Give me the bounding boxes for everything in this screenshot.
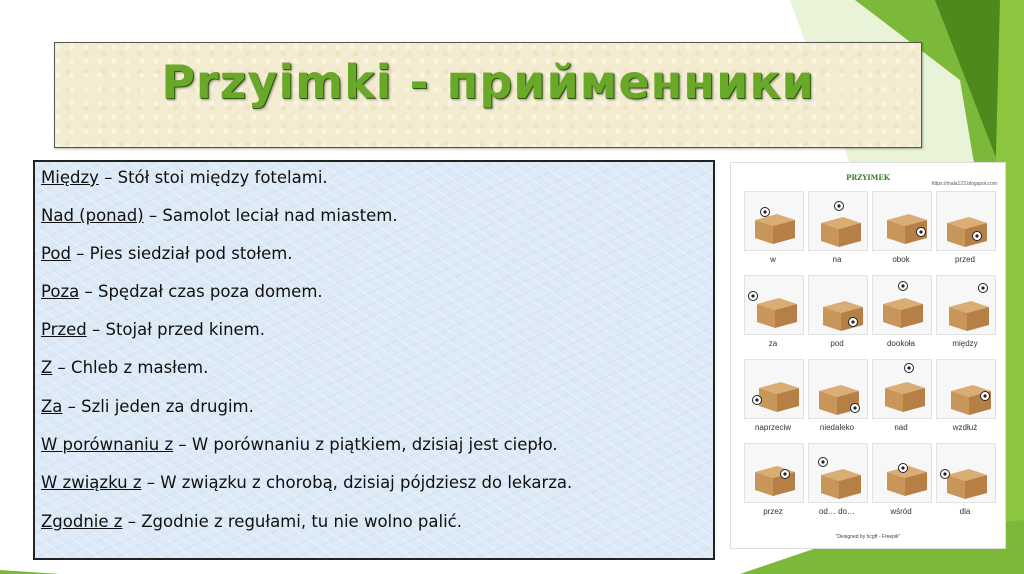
preposition-card-label: od… do…: [818, 507, 856, 516]
example-line: [41, 435, 558, 454]
box-and-ball-icon: [872, 443, 932, 503]
preposition-card: [807, 443, 867, 521]
preposition-card: [807, 275, 867, 353]
preposition-card: [743, 191, 803, 269]
example-line: [41, 473, 572, 492]
preposition-term: Nad (ponad): [41, 206, 144, 225]
preposition-card-label: przez: [763, 507, 783, 516]
preposition-card: [935, 359, 995, 437]
preposition-card-label: dookoła: [886, 339, 916, 348]
example-line: [41, 320, 265, 339]
preposition-card: [871, 359, 931, 437]
preposition-card-label: dla: [959, 507, 971, 516]
preposition-card-label: w: [770, 255, 776, 264]
preposition-card-label: obok: [892, 255, 910, 264]
preposition-term: Z: [41, 358, 53, 377]
preposition-card-label: wśród: [890, 507, 912, 516]
example-line: [41, 168, 328, 187]
example-line: [41, 282, 323, 301]
example-line: [41, 512, 462, 531]
box-and-ball-icon: [936, 443, 996, 503]
example-line: [41, 244, 293, 263]
example-sentence: – Spędzał czas poza domem.: [79, 282, 323, 301]
box-and-ball-icon: [744, 191, 804, 251]
preposition-card: [935, 191, 995, 269]
preposition-card: [871, 191, 931, 269]
box-and-ball-icon: [936, 275, 996, 335]
preposition-card-label: naprzeciw: [754, 423, 791, 432]
page-title: Przyimki - прийменники: [161, 55, 815, 109]
example-sentence: – Stojał przed kinem.: [86, 320, 265, 339]
example-sentence: – Stół stoi między fotelami.: [98, 168, 328, 187]
preposition-card-label: na: [832, 255, 842, 264]
preposition-card: [935, 275, 995, 353]
example-line: [41, 206, 398, 225]
preposition-card: [871, 275, 931, 353]
preposition-card: [743, 275, 803, 353]
preposition-term: Poza: [41, 282, 80, 301]
box-and-ball-icon: [808, 275, 868, 335]
box-and-ball-icon: [744, 359, 804, 419]
preposition-card: [935, 443, 995, 521]
illustration-url: https://mala123.blogspot.com: [931, 181, 997, 187]
box-and-ball-icon: [808, 443, 868, 503]
box-and-ball-icon: [936, 359, 996, 419]
example-sentence: – Chleb z masłem.: [52, 358, 209, 377]
preposition-card-label: pod: [830, 339, 844, 348]
box-and-ball-icon: [872, 191, 932, 251]
preposition-term: Między: [41, 168, 99, 187]
example-sentence: – W związku z chorobą, dzisiaj pójdziesz do lekarza.: [141, 473, 573, 492]
preposition-term: Przed: [41, 320, 87, 339]
preposition-card-label: za: [768, 339, 778, 348]
preposition-term: Pod: [41, 244, 71, 263]
preposition-term: W porównaniu z: [41, 435, 174, 454]
example-sentence: – Pies siedział pod stołem.: [70, 244, 293, 263]
example-sentence: – W porównaniu z piątkiem, dzisiaj jest ciepło.: [173, 435, 558, 454]
preposition-card: [871, 443, 931, 521]
box-and-ball-icon: [808, 191, 868, 251]
box-and-ball-icon: [744, 275, 804, 335]
box-and-ball-icon: [744, 443, 804, 503]
box-and-ball-icon: [808, 359, 868, 419]
example-line: [41, 358, 208, 377]
box-and-ball-icon: [936, 191, 996, 251]
preposition-term: W związku z: [41, 473, 142, 492]
preposition-card-label: wzdłuż: [952, 423, 978, 432]
preposition-card: [807, 191, 867, 269]
illustration-heading: PRZYIMEK: [846, 173, 890, 182]
preposition-card: [743, 359, 803, 437]
preposition-card-label: przed: [954, 255, 975, 264]
illustration-footer: "Designed by hcgft - Freepik": [835, 534, 901, 540]
preposition-card: [743, 443, 803, 521]
title-box: [54, 42, 922, 148]
box-and-ball-icon: [872, 275, 932, 335]
example-line: [41, 397, 254, 416]
preposition-term: Za: [41, 397, 63, 416]
example-sentence: – Samolot leciał nad miastem.: [143, 206, 398, 225]
preposition-term: Zgodnie z: [41, 512, 123, 531]
example-sentence: – Zgodnie z regułami, tu nie wolno palić.: [122, 512, 462, 531]
box-and-ball-icon: [872, 359, 932, 419]
preposition-card-label: między: [952, 339, 978, 348]
example-sentence: – Szli jeden za drugim.: [62, 397, 254, 416]
preposition-card-label: nad: [894, 423, 908, 432]
prepositions-illustration: [730, 162, 1006, 549]
preposition-card-label: niedaleko: [819, 423, 855, 432]
preposition-card: [807, 359, 867, 437]
